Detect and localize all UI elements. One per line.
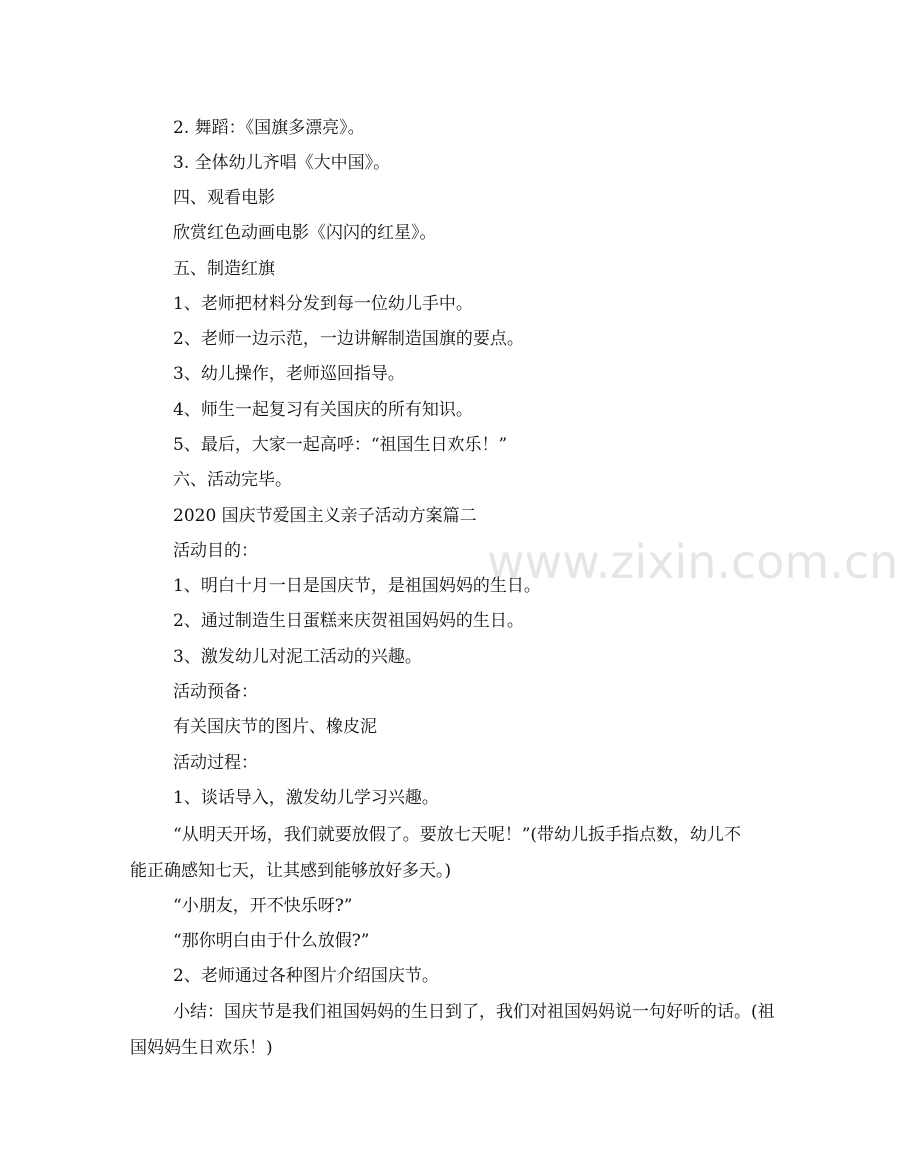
text-line: 3. 全体幼儿齐唱《大中国》。	[173, 153, 391, 173]
text-line: 有关国庆节的图片、橡皮泥	[173, 717, 377, 737]
section-heading: 五、制造红旗	[173, 259, 275, 279]
section-heading: 活动目的：	[173, 541, 258, 561]
text-line: 2、老师通过各种图片介绍国庆节。	[173, 966, 439, 986]
section-heading: 六、活动完毕。	[173, 470, 292, 490]
document-subtitle: 2020 国庆节爱国主义亲子活动方案篇二	[173, 506, 477, 526]
paragraph-line: “那你明白由于什么放假?”	[173, 931, 370, 951]
text-line: 4、师生一起复习有关国庆的所有知识。	[173, 400, 473, 420]
watermark: www.zixin.com.cn	[487, 535, 899, 589]
text-line: 1、谈话导入，激发幼儿学习兴趣。	[173, 788, 439, 808]
paragraph-line: 能正确感知七天，让其感到能够放好多天。)	[130, 861, 452, 881]
section-heading: 四、观看电影	[173, 188, 275, 208]
text-line: 1、老师把材料分发到每一位幼儿手中。	[173, 294, 473, 314]
text-line: 欣赏红色动画电影《闪闪的红星》。	[173, 223, 437, 243]
paragraph-line: “小朋友，开不快乐呀?”	[173, 896, 353, 916]
section-heading: 活动预备：	[173, 682, 258, 702]
text-line: 1、明白十月一日是国庆节，是祖国妈妈的生日。	[173, 576, 541, 596]
text-line: 2、通过制造生日蛋糕来庆贺祖国妈妈的生日。	[173, 611, 524, 631]
section-heading: 活动过程：	[173, 753, 258, 773]
paragraph-line: 小结：国庆节是我们祖国妈妈的生日到了，我们对祖国妈妈说一句好听的话。(祖	[173, 1002, 775, 1022]
text-line: 5、最后，大家一起高呼：“祖国生日欢乐！”	[173, 435, 508, 455]
text-line: 2、老师一边示范，一边讲解制造国旗的要点。	[173, 329, 524, 349]
text-line: 3、幼儿操作，老师巡回指导。	[173, 364, 405, 384]
paragraph-line: “从明天开场，我们就要放假了。要放七天呢！”(带幼儿扳手指点数，幼儿不	[173, 825, 742, 845]
text-line: 2. 舞蹈：《国旗多漂亮》。	[173, 118, 365, 138]
text-line: 3、激发幼儿对泥工活动的兴趣。	[173, 647, 422, 667]
paragraph-line: 国妈妈生日欢乐！)	[130, 1038, 273, 1058]
